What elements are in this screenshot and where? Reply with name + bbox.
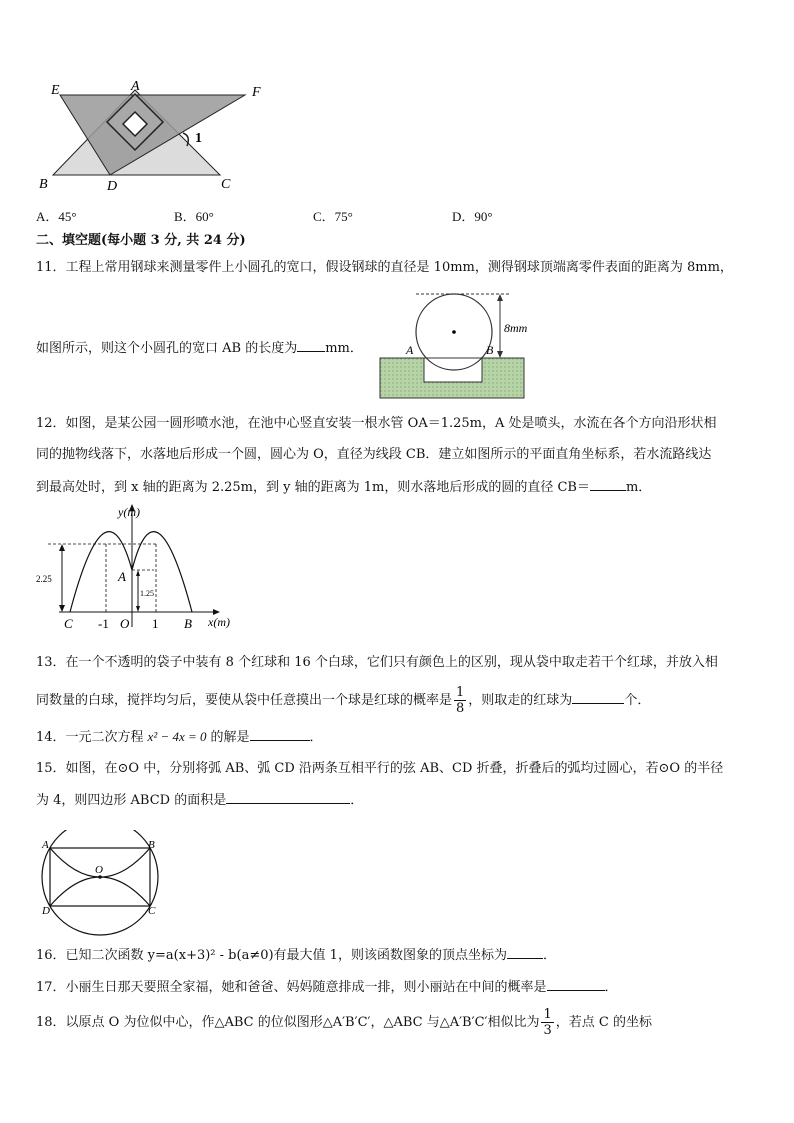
- q15-label-A: A: [42, 839, 49, 851]
- q18-frac-num: 1: [543, 1007, 552, 1022]
- q11-dim-label: 8mm: [504, 321, 528, 335]
- q10-option-a: A．45°: [36, 209, 77, 224]
- dim-2-25-top: [59, 544, 65, 551]
- q18-text: 18．以原点 O 为位似中心，作△ABC 的位似图形△A′B′C′，△ABC 与△A′B′C′相似比为: [36, 1015, 540, 1030]
- q12-h2-label: 1.25: [140, 589, 154, 598]
- q10-option-b: B．60°: [174, 209, 214, 224]
- fig10-label-A: A: [131, 80, 140, 94]
- q17-line: [36, 976, 618, 999]
- q15-label-C: C: [148, 905, 156, 917]
- q11-label-A: A: [406, 343, 414, 357]
- q14-equation: x² − 4x = 0: [147, 729, 207, 744]
- q14-answer-blank[interactable]: [250, 726, 310, 741]
- dim-2-25-bottom: [59, 605, 65, 612]
- q13-line2-end: 个．: [624, 693, 651, 708]
- q10-figure: [35, 80, 275, 195]
- dim-1-25-bottom: [136, 606, 140, 612]
- q14-line: [36, 726, 323, 749]
- q12-y-label: y(m): [118, 505, 140, 519]
- q13-answer-blank[interactable]: [572, 689, 624, 704]
- q16-answer-blank[interactable]: [507, 944, 543, 959]
- q18-after: ，若点 C 的坐标: [555, 1015, 652, 1030]
- q13-line2: [36, 680, 650, 722]
- q18-frac-den: 3: [543, 1023, 552, 1038]
- q12-line3-unit: m．: [625, 480, 652, 495]
- arrow-down: [497, 351, 503, 358]
- fig10-label-F: F: [252, 85, 261, 100]
- q12-figure: [34, 502, 244, 634]
- q11-line2: [36, 337, 363, 360]
- q18-line: [36, 1002, 652, 1044]
- q14-end: ．: [309, 730, 323, 745]
- fig10-label-C: C: [221, 177, 231, 192]
- q12-C-label: C: [64, 616, 73, 631]
- q12-neg1-label: -1: [98, 616, 109, 631]
- q15-line2-end: ．: [350, 793, 364, 808]
- q14-after: 的解是: [210, 730, 250, 745]
- q12-one-label: 1: [152, 616, 159, 631]
- section-2-heading: 二、填空题(每小题 3 分, 共 24 分): [36, 233, 246, 248]
- q15-line1: 15．如图，在⊙O 中，分别将弧 AB、弧 CD 沿两条互相平行的弦 AB、CD 折叠，折叠后的弧均过圆心，若⊙O 的半径: [36, 761, 724, 776]
- q16-text: 16．已知二次函数 y=a(x+3)² - b(a≠0)有最大值 1，则该函数图象的顶点坐标为: [36, 948, 507, 963]
- q12-B-label: B: [184, 616, 192, 631]
- q11-label-B: B: [486, 343, 494, 357]
- q12-line3-text: 到最高处时，到 x 轴的距离为 2.25m，到 y 轴的距离为 1m，则水落地后形成的圆的直径 CB＝: [36, 480, 590, 495]
- q15-label-B: B: [148, 839, 155, 851]
- circle-o: [42, 830, 158, 935]
- q13-frac-num: 1: [456, 685, 465, 700]
- q16-line: [36, 944, 556, 967]
- q15-label-D: D: [42, 905, 50, 917]
- q13-fraction: [454, 685, 466, 716]
- q16-end: ．: [542, 948, 556, 963]
- q12-line3: [36, 476, 651, 499]
- q12-line1: 12．如图，是某公园一圆形喷水池，在池中心竖直安装一根水管 OA＝1.25m，A 处是喷头，水流在各个方向沿形状相: [36, 416, 717, 431]
- arrow-up: [497, 294, 503, 301]
- q17-answer-blank[interactable]: [547, 976, 605, 991]
- q15-label-O: O: [95, 864, 103, 876]
- q10-option-c: C．75°: [313, 209, 353, 224]
- q13-frac-den: 8: [456, 701, 465, 716]
- q11-line2-unit: mm．: [325, 341, 363, 356]
- q15-line2-text: 为 4，则四边形 ABCD 的面积是: [36, 793, 227, 808]
- q17-end: ．: [604, 980, 618, 995]
- q10-option-d: D．90°: [452, 209, 493, 224]
- q13-line2-after: ，则取走的红球为: [468, 693, 573, 708]
- q15-answer-blank[interactable]: [226, 789, 350, 804]
- q13-line2-text: 同数量的白球，搅拌均匀后，要使从袋中任意摸出一个球是红球的概率是: [36, 693, 453, 708]
- fig10-label-D: D: [107, 179, 118, 194]
- folded-arc-bottom: [50, 877, 150, 906]
- q17-text: 17．小丽生日那天要照全家福，她和爸爸、妈妈随意排成一排，则小丽站在中间的概率是: [36, 980, 547, 995]
- q11-figure: [372, 286, 532, 404]
- q12-h1-label: 2.25: [36, 574, 52, 584]
- q11-answer-blank[interactable]: [297, 337, 325, 352]
- q18-fraction: [541, 1007, 553, 1038]
- q11-line1: 11．工程上常用钢球来测量零件上小圆孔的宽口，假设钢球的直径是 10mm，测得钢球顶端离零件表面的距离为 8mm，: [36, 260, 733, 275]
- q12-answer-blank[interactable]: [590, 476, 626, 491]
- q15-figure: [38, 830, 166, 942]
- dim-1-25-top: [136, 570, 140, 576]
- q14-text: 14．一元二次方程: [36, 730, 144, 745]
- fig10-label-E: E: [51, 83, 60, 98]
- ball-center: [452, 330, 456, 334]
- fig10-label-1: 1: [195, 131, 202, 146]
- q12-line2: 同的抛物线落下，水落地后形成一个圆，圆心为 O，直径为线段 CB．建立如图所示的平面直角坐标系，若水流路线达: [36, 447, 712, 462]
- q12-x-label: x(m): [208, 615, 230, 629]
- q15-line2: [36, 789, 363, 812]
- q13-line1: 13．在一个不透明的袋子中装有 8 个红球和 16 个白球，它们只有颜色上的区别，现从袋中取走若干个红球，并放入相: [36, 655, 718, 670]
- q12-A-label: A: [118, 569, 126, 584]
- q12-O-label: O: [120, 616, 130, 631]
- fig10-label-B: B: [39, 177, 48, 192]
- q11-line2-text: 如图所示，则这个小圆孔的宽口 AB 的长度为: [36, 341, 298, 356]
